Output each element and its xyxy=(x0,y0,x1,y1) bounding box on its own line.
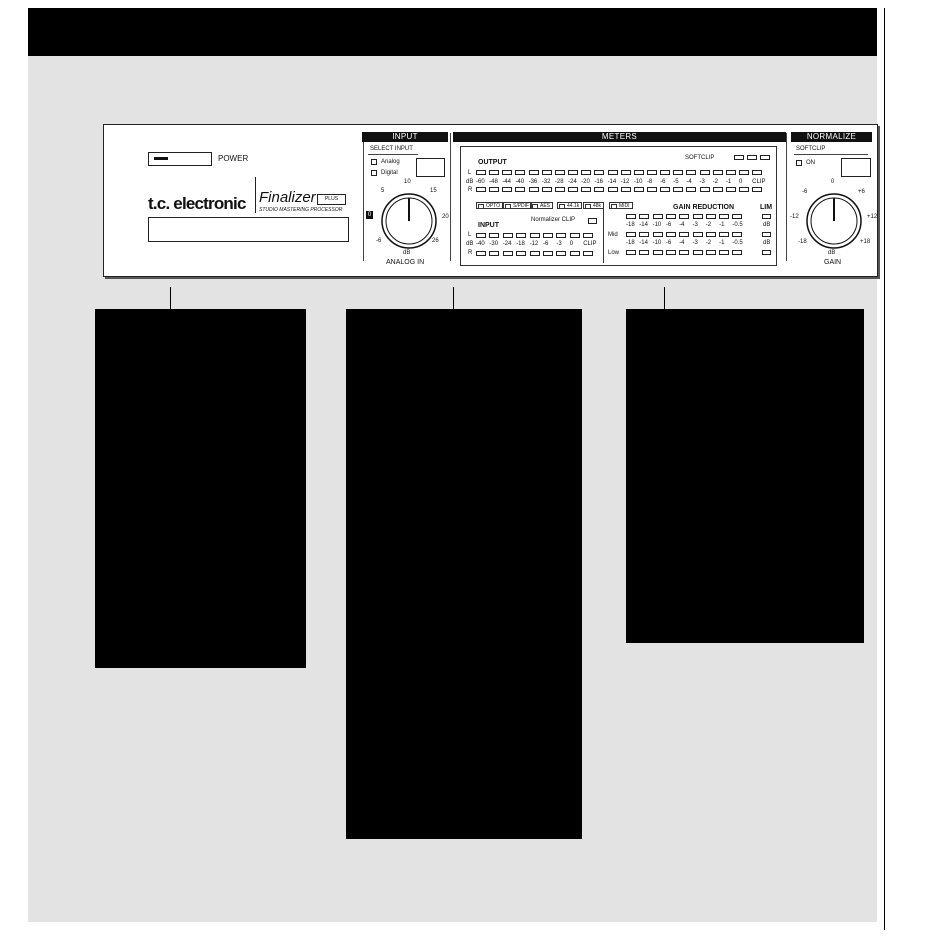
output-left-led xyxy=(713,170,723,175)
gr-unit-label: dB xyxy=(763,240,771,246)
source-indicator xyxy=(530,202,553,209)
input-left-led xyxy=(543,233,553,238)
output-scale-label: -28 xyxy=(554,179,564,185)
leader-line-center xyxy=(453,287,454,309)
normalize-underline xyxy=(794,154,868,155)
input-scale-label: -3 xyxy=(556,241,562,247)
normalizer-clip-label: Normalizer CLIP xyxy=(531,217,576,223)
source-indicator xyxy=(476,202,503,209)
gr-unit-label: dB xyxy=(763,222,771,228)
input-scale-label: -24 xyxy=(502,241,512,247)
output-left-led xyxy=(476,170,486,175)
input-db-label: dB xyxy=(466,241,474,247)
input-left-led xyxy=(489,233,499,238)
input-right-led xyxy=(489,251,499,256)
gr-low-led xyxy=(679,250,689,255)
output-right-led xyxy=(673,187,683,192)
output-left-led xyxy=(660,170,670,175)
output-right-led xyxy=(542,187,552,192)
softclip-on-led[interactable] xyxy=(796,160,802,166)
gr-scale-label: -10 xyxy=(652,222,662,228)
gr-mid-led xyxy=(732,232,742,237)
gr-high-led xyxy=(626,214,636,219)
output-right-led xyxy=(476,187,486,192)
output-right-led xyxy=(621,187,631,192)
output-right-led xyxy=(647,187,657,192)
gr-scale-label: -3 xyxy=(692,222,698,228)
source-indicator xyxy=(557,202,582,209)
source-label: 48k xyxy=(593,203,602,209)
knob-tick-15: 15 xyxy=(430,188,437,194)
product-badge: PLUS xyxy=(317,194,346,205)
lim-led xyxy=(762,250,771,255)
lim-label: LIM xyxy=(760,204,773,211)
input-left-label: L xyxy=(468,232,472,238)
product-subtitle: STUDIO MASTERING PROCESSOR xyxy=(259,207,343,213)
output-scale-label: -14 xyxy=(607,179,617,185)
output-scale-label: CLIP xyxy=(752,179,766,185)
gr-scale-label: -3 xyxy=(692,240,698,246)
output-left-led xyxy=(686,170,696,175)
knob-tick-5: 5 xyxy=(381,188,385,194)
output-left-led xyxy=(673,170,683,175)
gr-scale-label: -14 xyxy=(639,240,648,246)
gr-mid-led xyxy=(706,232,716,237)
gain-reduction-title: GAIN REDUCTION xyxy=(673,204,735,211)
softclip-meter-label: SOFTCLIP xyxy=(685,155,715,161)
input-left-led xyxy=(570,233,580,238)
softclip-led xyxy=(734,155,744,160)
output-right-led xyxy=(568,187,578,192)
input-section-divider xyxy=(363,133,364,261)
output-left-led xyxy=(581,170,591,175)
gr-low-led xyxy=(653,250,663,255)
output-right-led xyxy=(713,187,723,192)
gr-low-led xyxy=(732,250,742,255)
input-right-led xyxy=(503,251,513,256)
output-scale-label: -40 xyxy=(515,179,525,185)
softclip-led xyxy=(747,155,757,160)
knob-tick-minus6: -6 xyxy=(376,238,382,244)
output-left-led xyxy=(515,170,525,175)
input-left-led xyxy=(583,233,593,238)
gr-low-led xyxy=(639,250,649,255)
input-right-led xyxy=(530,251,540,256)
input-right-led xyxy=(583,251,593,256)
output-left-led xyxy=(529,170,539,175)
gr-mid-led xyxy=(693,232,703,237)
input-right-label: R xyxy=(468,250,473,256)
knob-unit: dB xyxy=(403,250,411,256)
output-title: OUTPUT xyxy=(478,159,507,166)
top-black-bar xyxy=(28,8,877,56)
output-scale-label: -10 xyxy=(633,179,643,185)
gr-scale-label: -6 xyxy=(665,240,672,246)
low-band-label: Low xyxy=(608,250,620,256)
output-scale-label: -5 xyxy=(673,179,679,185)
output-right-label: R xyxy=(468,187,473,193)
device-front-panel xyxy=(103,124,878,277)
source-label: 44.1k xyxy=(567,203,580,209)
callout-box-left xyxy=(95,309,306,668)
output-right-led xyxy=(515,187,525,192)
gain-tick-minus12: -12 xyxy=(790,214,799,220)
gr-scale-label: -4 xyxy=(679,240,685,246)
output-right-led xyxy=(660,187,670,192)
gr-high-led xyxy=(679,214,689,219)
source-label: MIDI xyxy=(619,203,630,209)
gain-knob-label: GAIN xyxy=(824,259,842,266)
knob-tick-10: 10 xyxy=(404,179,411,185)
gr-high-led xyxy=(719,214,729,219)
source-indicator xyxy=(583,202,604,209)
output-right-led xyxy=(739,187,749,192)
leader-line-right xyxy=(664,287,665,309)
output-left-led xyxy=(700,170,710,175)
output-right-led xyxy=(594,187,604,192)
callout-box-right xyxy=(626,309,864,643)
input-right-led xyxy=(516,251,526,256)
output-right-led xyxy=(686,187,696,192)
gr-scale-label: -10 xyxy=(652,240,662,246)
output-scale-label: -4 xyxy=(686,179,692,185)
output-scale-label: -1 xyxy=(725,179,732,185)
output-scale-label: -6 xyxy=(660,179,666,185)
gr-divider xyxy=(603,203,604,263)
output-right-led xyxy=(581,187,591,192)
brand-logo: t.c. electronic xyxy=(148,194,246,213)
select-input-label: SELECT INPUT xyxy=(370,146,413,152)
input-scale-label: -40 xyxy=(476,241,485,247)
output-left-label: L xyxy=(468,170,472,176)
gr-scale-label: -0.5 xyxy=(732,222,743,228)
output-left-led xyxy=(542,170,552,175)
output-right-led xyxy=(608,187,618,192)
input-scale-label: 0 xyxy=(569,241,574,247)
gr-high-led xyxy=(732,214,742,219)
normalize-header: NORMALIZE xyxy=(791,132,872,142)
gr-scale-label: -18 xyxy=(626,240,635,246)
gr-high-led xyxy=(653,214,663,219)
display-window xyxy=(148,217,349,242)
analog-option-label: Analog xyxy=(381,159,400,165)
gain-tick-plus6: +6 xyxy=(858,189,865,195)
gr-mid-led xyxy=(639,232,649,237)
gr-high-led xyxy=(666,214,676,219)
input-left-led xyxy=(516,233,526,238)
gr-scale-label: -14 xyxy=(639,222,648,228)
input-scale-label: -18 xyxy=(516,241,525,247)
callout-box-center xyxy=(346,309,582,839)
output-left-led xyxy=(647,170,657,175)
input-right-led xyxy=(543,251,553,256)
gr-scale-label: -2 xyxy=(705,240,712,246)
gr-scale-label: -6 xyxy=(665,222,672,228)
output-right-led xyxy=(555,187,565,192)
digital-option-label: Digital xyxy=(381,170,398,176)
source-label: S/PDIF xyxy=(513,203,530,209)
input-scale-label: -30 xyxy=(489,241,499,247)
output-left-led xyxy=(594,170,604,175)
normalizer-clip-led xyxy=(588,218,597,224)
meters-section-divider xyxy=(450,133,451,261)
output-db-label: dB xyxy=(466,179,474,185)
gr-mid-led xyxy=(666,232,676,237)
normalize-display xyxy=(841,158,871,177)
analog-led[interactable] xyxy=(371,159,377,165)
gr-high-led xyxy=(706,214,716,219)
digital-led[interactable] xyxy=(371,170,377,176)
power-label: POWER xyxy=(218,154,249,163)
output-left-led xyxy=(752,170,762,175)
logo-divider xyxy=(255,177,256,213)
output-scale-label: -16 xyxy=(594,179,604,185)
knob-tick-26: 26 xyxy=(432,238,439,244)
output-left-led xyxy=(555,170,565,175)
input-right-led xyxy=(556,251,566,256)
output-left-led xyxy=(621,170,631,175)
output-scale-label: -36 xyxy=(528,179,538,185)
output-scale-label: -24 xyxy=(568,179,577,185)
output-scale-label: -44 xyxy=(502,179,511,185)
gr-mid-led xyxy=(679,232,689,237)
output-left-led xyxy=(634,170,644,175)
input-display xyxy=(416,158,445,177)
output-scale-label: -20 xyxy=(581,179,590,185)
output-right-led xyxy=(529,187,539,192)
knob-zero-marker: 0 xyxy=(367,212,372,218)
output-scale-label: -8 xyxy=(646,179,653,185)
mid-band-label: Mid xyxy=(608,232,618,238)
output-scale-label: -12 xyxy=(620,179,630,185)
source-indicator xyxy=(609,202,633,209)
input-left-led xyxy=(530,233,540,238)
output-left-led xyxy=(726,170,736,175)
input-meter-title: INPUT xyxy=(478,222,499,229)
softclip-led xyxy=(760,155,770,160)
input-header: INPUT xyxy=(362,132,448,142)
output-scale-label: -48 xyxy=(489,179,498,185)
gr-high-led xyxy=(639,214,649,219)
gr-mid-led xyxy=(719,232,729,237)
power-indicator[interactable] xyxy=(148,152,212,166)
source-label: OPTO xyxy=(486,203,501,209)
source-indicator xyxy=(503,202,532,209)
lim-led xyxy=(762,232,771,237)
output-right-led xyxy=(752,187,762,192)
output-scale-label: -2 xyxy=(712,179,719,185)
leader-line-left xyxy=(170,287,171,309)
gain-tick-plus18: +18 xyxy=(860,239,871,245)
gain-tick-plus12: +12 xyxy=(867,214,878,220)
gain-tick-minus18: -18 xyxy=(798,239,807,245)
output-scale-label: -32 xyxy=(541,179,551,185)
output-scale-label: 0 xyxy=(739,179,743,185)
lim-led xyxy=(762,214,771,219)
gain-knob[interactable] xyxy=(799,187,869,257)
gr-mid-led xyxy=(626,232,636,237)
gr-scale-label: -1 xyxy=(719,222,725,228)
gr-low-led xyxy=(693,250,703,255)
gain-tick-0: 0 xyxy=(831,179,835,185)
gr-low-led xyxy=(626,250,636,255)
input-left-led xyxy=(503,233,513,238)
gain-knob-unit: dB xyxy=(828,250,836,256)
normalize-section-divider xyxy=(786,133,787,261)
output-left-led xyxy=(568,170,578,175)
input-right-led xyxy=(570,251,580,256)
input-scale-label: -12 xyxy=(529,241,539,247)
output-left-led xyxy=(489,170,499,175)
product-name: Finalizer xyxy=(259,189,316,206)
right-margin-rule xyxy=(884,8,885,930)
output-right-led xyxy=(489,187,499,192)
gr-scale-label: -0.5 xyxy=(732,240,743,246)
select-underline xyxy=(368,154,418,155)
input-left-led xyxy=(556,233,566,238)
gr-scale-label: -2 xyxy=(705,222,712,228)
meters-header: METERS xyxy=(453,132,786,142)
gr-scale-label: -1 xyxy=(719,240,725,246)
output-right-led xyxy=(502,187,512,192)
gr-low-led xyxy=(666,250,676,255)
softclip-on-label: ON xyxy=(806,160,815,166)
gr-scale-label: -4 xyxy=(679,222,685,228)
gain-tick-minus6: -6 xyxy=(802,189,808,195)
output-left-led xyxy=(739,170,749,175)
gr-low-led xyxy=(706,250,716,255)
input-left-led xyxy=(476,233,486,238)
gr-mid-led xyxy=(653,232,663,237)
normalize-softclip-label: SOFTCLIP xyxy=(796,146,826,152)
output-right-led xyxy=(634,187,644,192)
input-right-led xyxy=(476,251,486,256)
output-left-led xyxy=(502,170,512,175)
source-label: AES xyxy=(540,203,551,209)
output-scale-label: -3 xyxy=(699,179,705,185)
knob-tick-20: 20 xyxy=(442,214,449,220)
gr-low-led xyxy=(719,250,729,255)
gr-scale-label: -18 xyxy=(626,222,635,228)
gr-high-led xyxy=(693,214,703,219)
input-scale-label: CLIP xyxy=(583,241,597,247)
analog-in-label: ANALOG IN xyxy=(386,259,425,266)
output-right-led xyxy=(700,187,710,192)
output-left-led xyxy=(608,170,618,175)
output-scale-label: -60 xyxy=(476,179,485,185)
output-right-led xyxy=(726,187,736,192)
input-scale-label: -6 xyxy=(543,241,549,247)
